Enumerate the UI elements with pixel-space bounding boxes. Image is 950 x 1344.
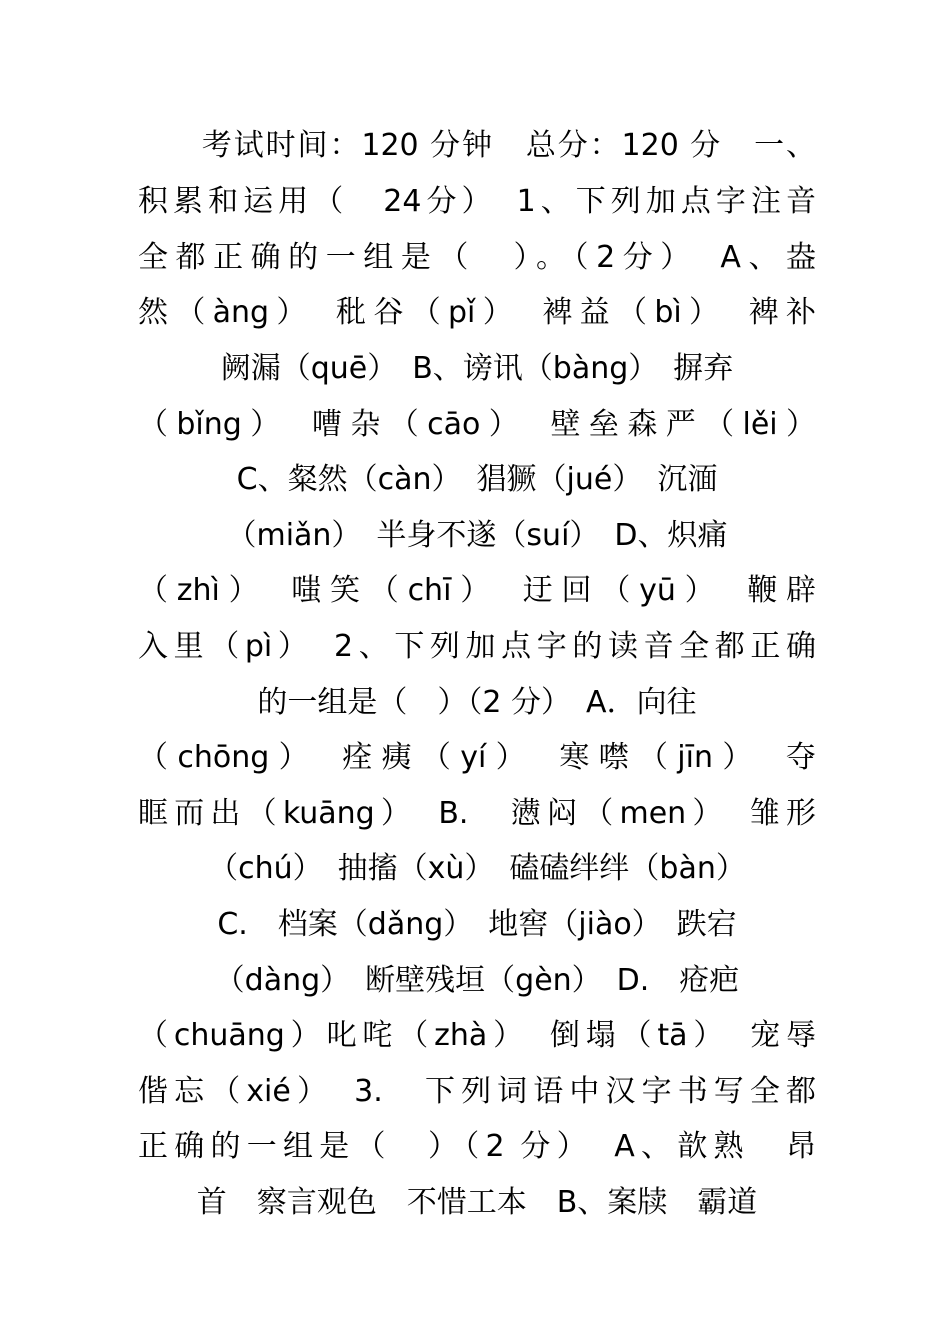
text-line-2: 积累和运用（ 24分） 1、下列加点字注音 (138, 184, 816, 219)
text-line-12: （chōng） 痊痍（yí） 寒噤（jīn） 夺 (138, 740, 816, 775)
text-line-18: 偕忘（xié） 3. 下列词语中汉字书写全都 (138, 1074, 816, 1109)
text-line-15: C. 档案（dǎng） 地窖（jiào） 跌宕 (217, 907, 737, 942)
text-line-9: （zhì） 嗤笑（chī） 迂回（yū） 鞭辟 (138, 573, 816, 608)
text-line-11: 的一组是（ ）（2 分） A．向往 (257, 685, 697, 720)
text-line-8: （miǎn） 半身不遂（suí） D、炽痛 (226, 518, 728, 553)
text-line-6: （bǐng） 嘈杂（cāo） 壁垒森严（lěi） (138, 407, 816, 442)
text-line-20: 首 察言观色 不惜工本 B、案牍 霸道 (196, 1185, 758, 1220)
text-line-5: 阙漏（quē） B、谤讯（bàng） 摒弃 (220, 351, 734, 386)
text-line-7: C、粲然（càn） 猖獗（jué） 沉湎 (236, 462, 718, 497)
text-line-16: （dàng） 断壁残垣（gèn） D. 疮疤 (214, 963, 740, 998)
text-line-4: 然（àng） 秕谷（pǐ） 裨益（bì） 裨补 (138, 295, 816, 330)
text-line-3: 全都正确的一组是（ ）。（2分） A、盎 (138, 240, 816, 275)
text-line-10: 入里（pì） 2、下列加点字的读音全都正确 (138, 629, 816, 664)
text-line-1: 考试时间：120 分钟 总分：120 分 一、 (138, 128, 816, 163)
text-line-13: 眶而出（kuāng） B. 懑闷（men） 雏形 (138, 796, 816, 831)
text-line-19: 正确的一组是（ ）（2 分） A、歆熟 昂 (138, 1129, 816, 1164)
text-line-17: （chuāng）叱咤（zhà） 倒塌（tā） 宠辱 (138, 1018, 816, 1053)
text-line-14: （chú） 抽搐（xù） 磕磕绊绊（bàn） (208, 851, 746, 886)
